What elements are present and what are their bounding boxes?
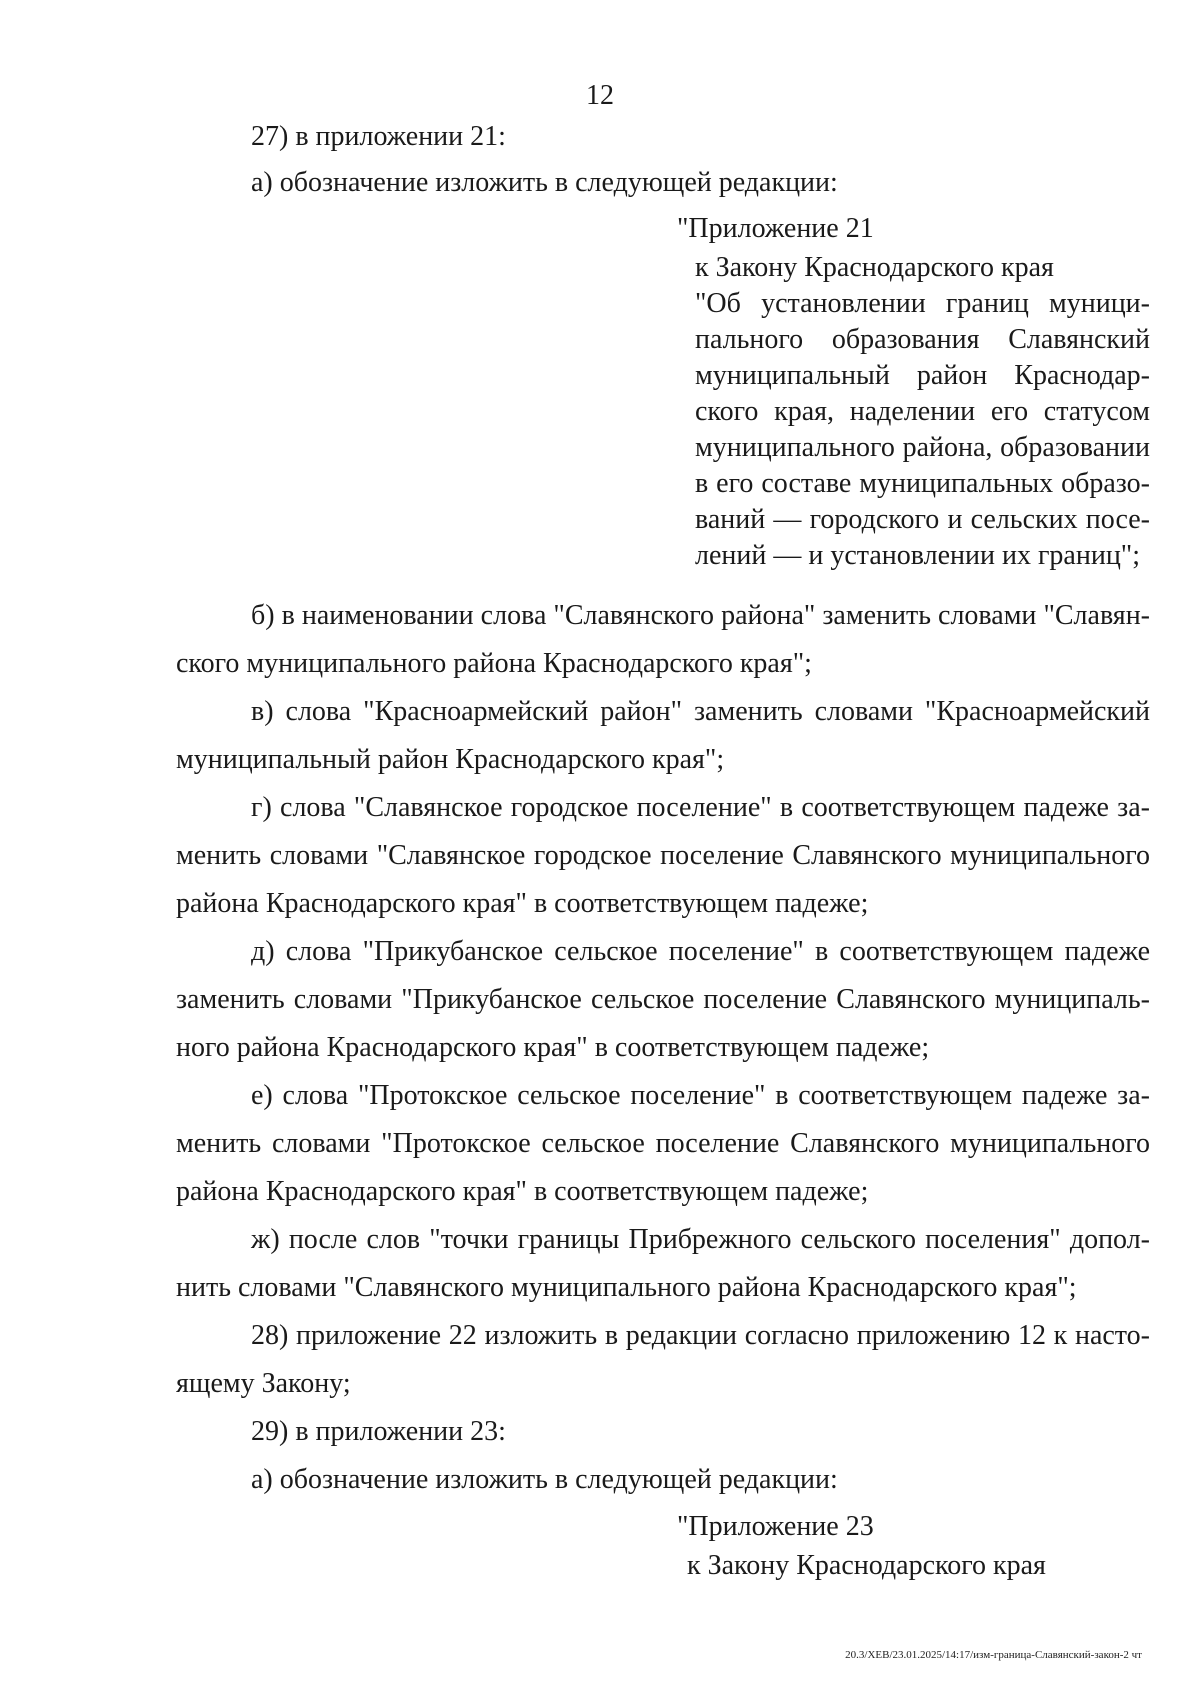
item-27-heading: 27) в приложении 21: [251,121,506,152]
item-v-text: в) слова "Красноармейский район" заменить словами "Красноармейский [251,696,1150,727]
item-d-text: заменить словами "Прикубанское сельское поселение Славянского муниципаль- [176,984,1150,1015]
item-zh-text: нить словами "Славянского муниципального района Краснодарского края"; [176,1272,1077,1303]
item-28-text: ящему Закону; [176,1368,351,1399]
appendix-21-title: "Приложение 21 [677,213,874,244]
item-e-text: е) слова "Протокское сельское поселение" в соответствующем падеже за- [251,1080,1150,1111]
page-number: 12 [586,80,614,111]
item-g-text: района Краснодарского края" в соответствующем падеже; [176,888,869,919]
appendix-21-line: муниципального района, образовании [695,432,1150,463]
appendix-21-line: ского края, наделении его статусом [695,396,1150,427]
appendix-23-title: "Приложение 23 [677,1511,874,1542]
item-v-text: муниципальный район Краснодарского края"; [176,744,725,775]
item-28-text: 28) приложение 22 изложить в редакции согласно приложению 12 к насто- [251,1320,1150,1351]
item-zh-text: ж) после слов "точки границы Прибрежного сельского поселения" допол- [251,1224,1150,1255]
item-e-text: района Краснодарского края" в соответствующем падеже; [176,1176,869,1207]
document-footer-code: 20.3/ХЕВ/23.01.2025/14:17/изм-граница-Славянский-закон-2 чт [845,1649,1142,1661]
appendix-23-line: к Закону Краснодарского края [687,1550,1046,1581]
item-g-text: г) слова "Славянское городское поселение" в соответствующем падеже за- [251,792,1150,823]
appendix-21-line: лений — и установлении их границ"; [695,540,1141,571]
appendix-21-line: муниципальный район Краснодар- [695,360,1150,391]
item-b-text: ского муниципального района Краснодарского края"; [176,648,812,679]
item-b-text: б) в наименовании слова "Славянского района" заменить словами "Славян- [251,600,1150,631]
appendix-21-line: ваний — городского и сельских посе- [695,504,1150,535]
appendix-21-line: в его составе муниципальных образо- [695,468,1150,499]
item-g-text: менить словами "Славянское городское поселение Славянского муниципального [176,840,1150,871]
item-29a-text: а) обозначение изложить в следующей редакции: [251,1464,838,1495]
appendix-21-line: пального образования Славянский [695,324,1150,355]
item-e-text: менить словами "Протокское сельское поселение Славянского муниципального [176,1128,1150,1159]
appendix-21-line: к Закону Краснодарского края [695,252,1054,283]
item-d-text: д) слова "Прикубанское сельское поселение" в соответствующем падеже [251,936,1150,967]
item-29-heading: 29) в приложении 23: [251,1416,506,1447]
appendix-21-line: "Об установлении границ муници- [695,288,1150,319]
item-d-text: ного района Краснодарского края" в соответствующем падеже; [176,1032,930,1063]
item-27a-text: а) обозначение изложить в следующей редакции: [251,167,838,198]
